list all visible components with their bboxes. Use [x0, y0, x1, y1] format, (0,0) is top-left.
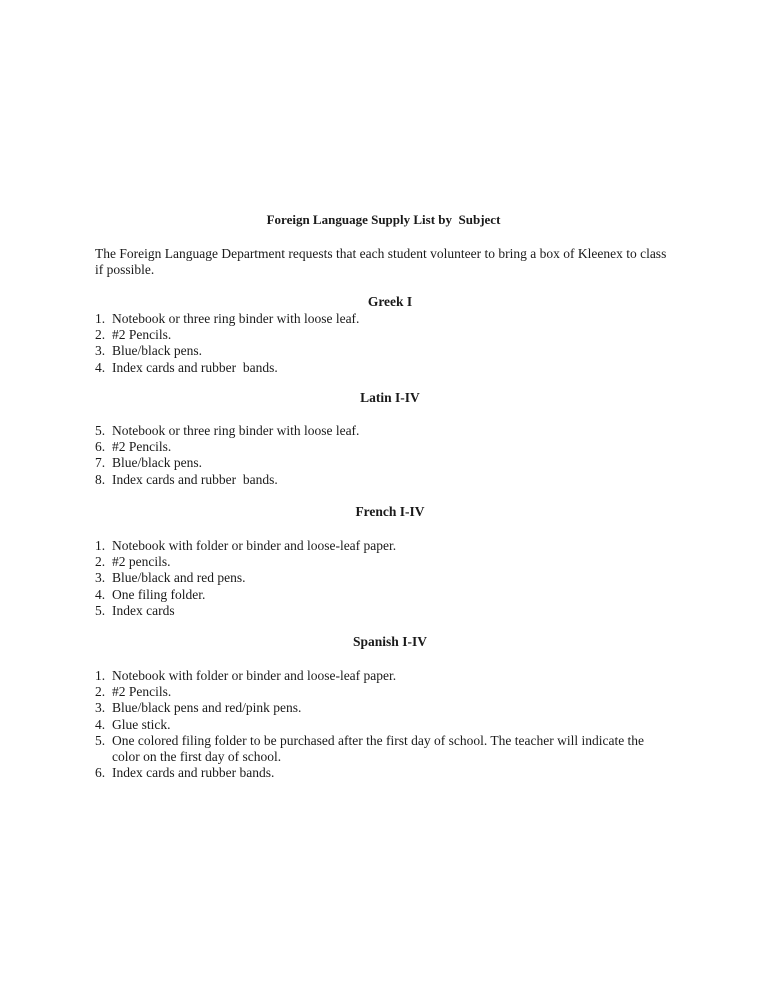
item-number: 7.: [95, 455, 106, 471]
supply-list-latin: [95, 423, 675, 488]
item-number: 6.: [95, 765, 106, 781]
list-item: [95, 684, 675, 700]
item-text: One colored filing folder to be purchased after the first day of school. The teacher will indicate the color on the first day of school.: [112, 732, 648, 765]
item-text: Glue stick.: [112, 716, 171, 732]
supply-list-spanish: [95, 668, 675, 781]
list-item: [95, 700, 675, 716]
section-spanish: [95, 634, 675, 781]
item-text: #2 Pencils.: [112, 439, 172, 455]
list-item: [95, 538, 675, 554]
item-number: 1.: [95, 668, 106, 683]
item-number: 6.: [95, 439, 106, 455]
intro-paragraph: The Foreign Language Department requests that each student volunteer to bring a box of Kleenex to class if possible.: [95, 246, 667, 277]
item-text: Blue/black pens and red/pink pens.: [112, 700, 302, 716]
item-number: 5.: [95, 602, 106, 618]
item-text: Notebook or three ring binder with loose leaf.: [112, 311, 360, 326]
list-item: [95, 327, 675, 343]
list-item: [95, 554, 675, 570]
item-number: 2.: [95, 684, 106, 700]
list-item: [95, 717, 675, 733]
list-item: [95, 455, 675, 471]
list-item: [95, 472, 675, 488]
item-text: Blue/black pens.: [112, 343, 202, 359]
section-title-greek: Greek I: [367, 294, 413, 309]
list-item: [95, 733, 675, 765]
list-item: [95, 570, 675, 586]
list-item: [95, 765, 675, 781]
item-number: 8.: [95, 471, 106, 487]
list-item: [95, 439, 675, 455]
section-french: [95, 504, 675, 619]
list-item: [95, 343, 675, 359]
document-title: Foreign Language Supply List by Subject: [266, 212, 501, 227]
section-greek: [95, 294, 675, 376]
item-text: Notebook with folder or binder and loose-leaf paper.: [112, 668, 397, 683]
item-text: Index cards and rubber bands.: [112, 359, 278, 375]
section-title-latin: Latin I-IV: [360, 390, 420, 405]
list-item: [95, 668, 675, 684]
item-number: 3.: [95, 570, 106, 586]
item-text: #2 Pencils.: [112, 684, 172, 700]
item-text: Notebook with folder or binder and loose-leaf paper.: [112, 538, 397, 553]
section-title-spanish: Spanish I-IV: [353, 634, 427, 649]
item-text: One filing folder.: [112, 586, 206, 602]
item-number: 5.: [95, 732, 106, 748]
item-number: 2.: [95, 554, 106, 570]
item-text: Index cards and rubber bands.: [112, 765, 275, 781]
item-number: 4.: [95, 716, 106, 732]
item-number: 1.: [95, 311, 106, 326]
item-text: Index cards: [112, 602, 175, 618]
item-text: #2 pencils.: [112, 554, 171, 570]
item-text: Index cards and rubber bands.: [112, 471, 278, 487]
section-latin: [95, 390, 675, 488]
item-number: 1.: [95, 538, 106, 553]
section-title-french: French I-IV: [355, 504, 425, 519]
list-item: [95, 587, 675, 603]
item-text: Blue/black pens.: [112, 455, 202, 471]
item-text: #2 Pencils.: [112, 327, 172, 343]
list-item: [95, 603, 675, 619]
supply-list-french: [95, 538, 675, 619]
item-number: 4.: [95, 359, 106, 375]
item-number: 5.: [95, 423, 106, 438]
list-item: [95, 360, 675, 376]
item-number: 2.: [95, 327, 106, 343]
item-number: 4.: [95, 586, 106, 602]
supply-list-greek: [95, 311, 675, 376]
item-number: 3.: [95, 343, 106, 359]
list-item: [95, 311, 675, 327]
list-item: [95, 423, 675, 439]
item-number: 3.: [95, 700, 106, 716]
item-text: Notebook or three ring binder with loose leaf.: [112, 423, 360, 438]
item-text: Blue/black and red pens.: [112, 570, 246, 586]
